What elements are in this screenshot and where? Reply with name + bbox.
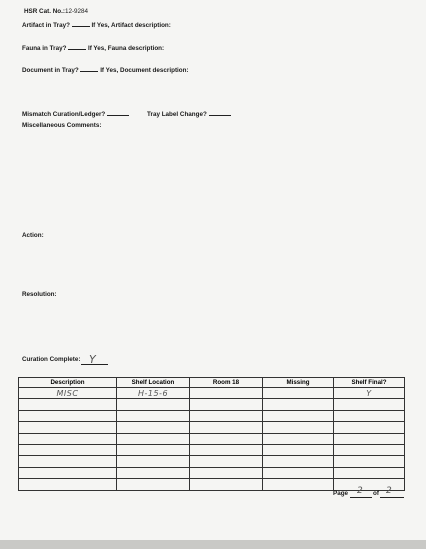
- fauna-blank[interactable]: [68, 43, 86, 50]
- cell-description[interactable]: [19, 399, 117, 410]
- document-label: Document in Tray?: [22, 67, 79, 74]
- page-number: [333, 491, 348, 497]
- table-row: [19, 467, 405, 478]
- cell-room-18[interactable]: [190, 410, 263, 421]
- cell-shelf-location[interactable]: [117, 444, 190, 455]
- cell-room-18[interactable]: [190, 388, 263, 399]
- page-total-value[interactable]: 2: [386, 486, 393, 496]
- fauna-desc-label: If Yes, Fauna description:: [87, 45, 165, 52]
- artifact-label: Artifact in Tray?: [22, 22, 70, 29]
- cell-missing[interactable]: [263, 388, 334, 399]
- page-label: Page: [333, 490, 349, 497]
- col-room-18: Room 18: [190, 378, 263, 388]
- catalog-number-label: HSR Cat. No.:: [24, 8, 65, 15]
- cell-missing[interactable]: [263, 467, 334, 478]
- cell-missing[interactable]: [263, 410, 334, 421]
- cell-shelf-location[interactable]: [117, 467, 190, 478]
- document-blank[interactable]: [80, 65, 98, 72]
- cell-shelf-location[interactable]: [117, 399, 190, 410]
- cell-description[interactable]: [19, 388, 117, 399]
- table-row: [19, 410, 405, 421]
- cell-missing[interactable]: [263, 456, 334, 467]
- catalog-number: [24, 9, 88, 15]
- cell-description[interactable]: [19, 467, 117, 478]
- table-row: [19, 444, 405, 455]
- col-shelf-location: Shelf Location: [117, 378, 190, 388]
- cell-room-18[interactable]: [190, 433, 263, 444]
- cell-shelf-final[interactable]: [334, 410, 405, 421]
- artifact-desc-label: If Yes, Artifact description:: [91, 22, 171, 29]
- table-row: [19, 479, 405, 490]
- cell-shelf-location[interactable]: [117, 410, 190, 421]
- tray-label-blank[interactable]: [209, 109, 231, 116]
- cell-description[interactable]: [19, 479, 117, 490]
- cell-shelf-final[interactable]: [334, 479, 405, 490]
- misc-comments-label: Miscellaneous Comments:: [22, 122, 102, 129]
- col-description: Description: [19, 378, 117, 388]
- cell-value: H-15-6: [137, 388, 169, 398]
- catalog-number-value: 12-9284: [64, 8, 89, 15]
- tray-label-label: Tray Label Change?: [147, 111, 207, 118]
- fauna-label: Fauna in Tray?: [22, 45, 67, 52]
- cell-room-18[interactable]: [190, 456, 263, 467]
- cell-room-18[interactable]: [190, 444, 263, 455]
- table-row: [19, 456, 405, 467]
- table-row: [19, 422, 405, 433]
- cell-room-18[interactable]: [190, 422, 263, 433]
- cell-value: MISC: [56, 388, 79, 398]
- cell-room-18[interactable]: [190, 467, 263, 478]
- mismatch-row: [22, 109, 129, 118]
- col-missing: Missing: [263, 378, 334, 388]
- cell-shelf-final[interactable]: [334, 444, 405, 455]
- table-header-row: [19, 378, 405, 388]
- cell-description[interactable]: [19, 444, 117, 455]
- artifact-blank[interactable]: [72, 20, 90, 27]
- cell-shelf-final[interactable]: [334, 422, 405, 433]
- cell-missing[interactable]: [263, 444, 334, 455]
- cell-shelf-location[interactable]: [117, 388, 190, 399]
- cell-value: Y: [366, 388, 372, 398]
- action-label: Action:: [22, 232, 44, 239]
- resolution-label: Resolution:: [22, 291, 57, 298]
- table-row: [19, 433, 405, 444]
- cell-missing[interactable]: [263, 399, 334, 410]
- cell-shelf-final[interactable]: [334, 388, 405, 399]
- page-total-line: [380, 497, 404, 498]
- cell-description[interactable]: [19, 410, 117, 421]
- inventory-table: [18, 377, 405, 491]
- table-row: [19, 399, 405, 410]
- mismatch-label: Mismatch Curation/Ledger?: [22, 111, 106, 118]
- document-desc-label: If Yes, Document description:: [100, 67, 189, 74]
- fauna-row: [22, 43, 164, 52]
- scan-edge-bottom: [0, 540, 426, 549]
- cell-shelf-final[interactable]: [334, 433, 405, 444]
- page-num-value[interactable]: 2: [357, 486, 364, 496]
- page-num-line: [350, 497, 372, 498]
- cell-shelf-location[interactable]: [117, 479, 190, 490]
- cell-shelf-location[interactable]: [117, 433, 190, 444]
- cell-missing[interactable]: [263, 479, 334, 490]
- cell-description[interactable]: [19, 456, 117, 467]
- cell-description[interactable]: [19, 433, 117, 444]
- cell-missing[interactable]: [263, 433, 334, 444]
- tray-label-row: [147, 109, 231, 118]
- cell-shelf-final[interactable]: [334, 456, 405, 467]
- cell-shelf-location[interactable]: [117, 456, 190, 467]
- document-row: [22, 65, 189, 74]
- cell-shelf-location[interactable]: [117, 422, 190, 433]
- cell-room-18[interactable]: [190, 479, 263, 490]
- curation-complete-label: Curation Complete:: [22, 356, 81, 363]
- cell-shelf-final[interactable]: [334, 399, 405, 410]
- artifact-row: [22, 20, 171, 29]
- mismatch-blank[interactable]: [107, 109, 129, 116]
- curation-complete-value[interactable]: Y: [89, 353, 97, 366]
- of-label: of: [373, 490, 379, 497]
- cell-description[interactable]: [19, 422, 117, 433]
- table-row: [19, 388, 405, 399]
- cell-shelf-final[interactable]: [334, 467, 405, 478]
- col-shelf-final: Shelf Final?: [334, 378, 405, 388]
- cell-missing[interactable]: [263, 422, 334, 433]
- cell-room-18[interactable]: [190, 399, 263, 410]
